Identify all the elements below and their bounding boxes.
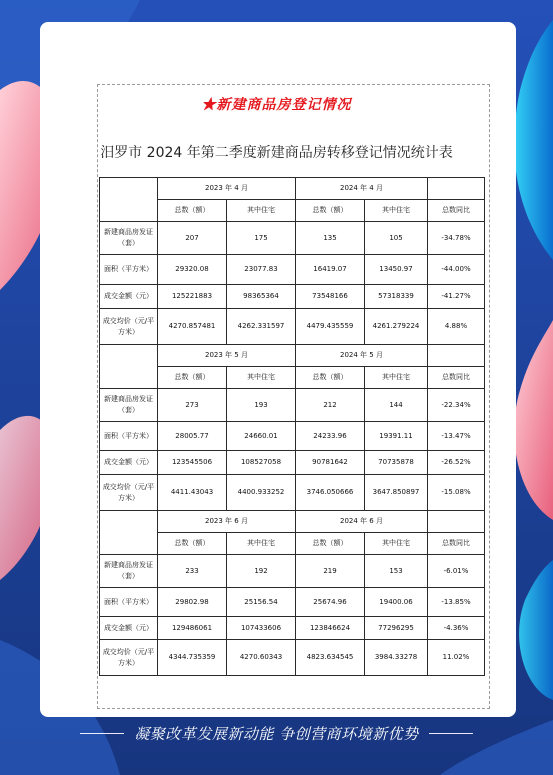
row-label: 新建商品房发证（套） <box>100 222 158 255</box>
period-prev: 2023 年 5 月 <box>158 345 296 367</box>
cell-curr-res: 70735878 <box>365 451 428 475</box>
row-label: 成交均价（元/平方米） <box>100 475 158 511</box>
table-row <box>100 309 485 345</box>
cell-curr-res: 144 <box>365 389 428 422</box>
period-curr: 2024 年 5 月 <box>296 345 428 367</box>
cell-curr-total: 123846624 <box>296 617 365 640</box>
cell-curr-total: 16419.07 <box>296 255 365 285</box>
blank-cell <box>428 511 485 533</box>
period-header-row <box>100 511 485 533</box>
column-header: 总数同比 <box>428 200 485 222</box>
cell-yoy: -15.08% <box>428 475 485 511</box>
cell-prev-res: 23077.83 <box>227 255 296 285</box>
cell-prev-total: 4344.735359 <box>158 640 227 676</box>
cell-yoy: -34.78% <box>428 222 485 255</box>
cell-yoy: -44.00% <box>428 255 485 285</box>
column-header: 总数同比 <box>428 367 485 389</box>
cell-prev-res: 98365364 <box>227 285 296 309</box>
table-row <box>100 588 485 617</box>
cell-curr-res: 77296295 <box>365 617 428 640</box>
cell-curr-total: 90781642 <box>296 451 365 475</box>
table-row <box>100 389 485 422</box>
row-label: 成交金额（元） <box>100 285 158 309</box>
cell-yoy: -4.36% <box>428 617 485 640</box>
cell-prev-res: 25156.54 <box>227 588 296 617</box>
section-banner: ★新建商品房登记情况 <box>201 97 352 113</box>
footer-divider-right <box>429 733 473 734</box>
column-header-row <box>100 367 485 389</box>
cell-prev-total: 233 <box>158 555 227 588</box>
row-label: 成交金额（元） <box>100 451 158 475</box>
cell-prev-res: 4262.331597 <box>227 309 296 345</box>
column-header: 其中住宅 <box>365 200 428 222</box>
column-header: 总数（额） <box>158 200 227 222</box>
row-label: 面积（平方米） <box>100 588 158 617</box>
period-header-row <box>100 178 485 200</box>
cell-prev-res: 175 <box>227 222 296 255</box>
table-title: 汨罗市 2024 年第二季度新建商品房转移登记情况统计表 <box>100 145 453 161</box>
cell-prev-total: 29802.98 <box>158 588 227 617</box>
cell-prev-total: 28005.77 <box>158 422 227 451</box>
table-row <box>100 475 485 511</box>
cell-curr-res: 153 <box>365 555 428 588</box>
cell-prev-res: 4270.60343 <box>227 640 296 676</box>
cell-prev-res: 108527058 <box>227 451 296 475</box>
cell-yoy: -22.34% <box>428 389 485 422</box>
blank-cell <box>100 178 158 222</box>
cell-prev-total: 273 <box>158 389 227 422</box>
period-curr: 2024 年 4 月 <box>296 178 428 200</box>
cell-prev-total: 4270.857481 <box>158 309 227 345</box>
cell-yoy: -13.47% <box>428 422 485 451</box>
column-header: 总数（额） <box>296 533 365 555</box>
row-label: 成交均价（元/平方米） <box>100 640 158 676</box>
cell-prev-total: 4411.43043 <box>158 475 227 511</box>
period-curr: 2024 年 6 月 <box>296 511 428 533</box>
row-label: 新建商品房发证（套） <box>100 555 158 588</box>
table-row <box>100 422 485 451</box>
column-header: 总数（额） <box>158 533 227 555</box>
cell-yoy: -13.85% <box>428 588 485 617</box>
table-row <box>100 285 485 309</box>
row-label: 成交金额（元） <box>100 617 158 640</box>
table-row <box>100 640 485 676</box>
statistics-table <box>99 177 485 676</box>
cell-curr-res: 3984.33278 <box>365 640 428 676</box>
blank-cell <box>428 345 485 367</box>
cell-curr-res: 19400.06 <box>365 588 428 617</box>
column-header: 总数（额） <box>158 367 227 389</box>
cell-prev-total: 125221883 <box>158 285 227 309</box>
cell-prev-total: 207 <box>158 222 227 255</box>
cell-curr-total: 135 <box>296 222 365 255</box>
cell-curr-total: 3746.050666 <box>296 475 365 511</box>
footer <box>0 722 553 744</box>
cell-prev-res: 24660.01 <box>227 422 296 451</box>
cell-prev-res: 4400.933252 <box>227 475 296 511</box>
table-row <box>100 555 485 588</box>
column-header: 其中住宅 <box>227 367 296 389</box>
column-header-row <box>100 533 485 555</box>
cell-curr-res: 19391.11 <box>365 422 428 451</box>
cell-yoy: -6.01% <box>428 555 485 588</box>
column-header: 总数（额） <box>296 367 365 389</box>
cell-curr-total: 24233.96 <box>296 422 365 451</box>
cell-prev-total: 123545506 <box>158 451 227 475</box>
cell-curr-total: 212 <box>296 389 365 422</box>
blank-cell <box>100 511 158 555</box>
row-label: 面积（平方米） <box>100 255 158 285</box>
cell-prev-res: 193 <box>227 389 296 422</box>
cell-prev-res: 192 <box>227 555 296 588</box>
period-prev: 2023 年 4 月 <box>158 178 296 200</box>
column-header-row <box>100 200 485 222</box>
cell-curr-res: 4261.279224 <box>365 309 428 345</box>
cell-curr-total: 25674.96 <box>296 588 365 617</box>
table-row <box>100 255 485 285</box>
blank-cell <box>428 178 485 200</box>
cell-prev-res: 107433606 <box>227 617 296 640</box>
row-label: 新建商品房发证（套） <box>100 389 158 422</box>
table-row <box>100 617 485 640</box>
blank-cell <box>100 345 158 389</box>
cell-yoy: 4.88% <box>428 309 485 345</box>
period-prev: 2023 年 6 月 <box>158 511 296 533</box>
cell-yoy: -41.27% <box>428 285 485 309</box>
row-label: 成交均价（元/平方米） <box>100 309 158 345</box>
cell-curr-res: 13450.97 <box>365 255 428 285</box>
cell-curr-res: 3647.850897 <box>365 475 428 511</box>
column-header: 总数（额） <box>296 200 365 222</box>
footer-divider-left <box>80 733 124 734</box>
table-row <box>100 451 485 475</box>
column-header: 总数同比 <box>428 533 485 555</box>
footer-slogan: 凝聚改革发展新动能 争创营商环境新优势 <box>134 724 419 743</box>
cell-yoy: -26.52% <box>428 451 485 475</box>
period-header-row <box>100 345 485 367</box>
cell-curr-total: 219 <box>296 555 365 588</box>
cell-yoy: 11.02% <box>428 640 485 676</box>
cell-prev-total: 29320.08 <box>158 255 227 285</box>
row-label: 面积（平方米） <box>100 422 158 451</box>
column-header: 其中住宅 <box>365 367 428 389</box>
column-header: 其中住宅 <box>365 533 428 555</box>
cell-curr-res: 105 <box>365 222 428 255</box>
cell-curr-total: 73548166 <box>296 285 365 309</box>
cell-curr-total: 4823.634545 <box>296 640 365 676</box>
column-header: 其中住宅 <box>227 200 296 222</box>
cell-curr-total: 4479.435559 <box>296 309 365 345</box>
column-header: 其中住宅 <box>227 533 296 555</box>
table-row <box>100 222 485 255</box>
cell-curr-res: 57318339 <box>365 285 428 309</box>
cell-prev-total: 129486061 <box>158 617 227 640</box>
